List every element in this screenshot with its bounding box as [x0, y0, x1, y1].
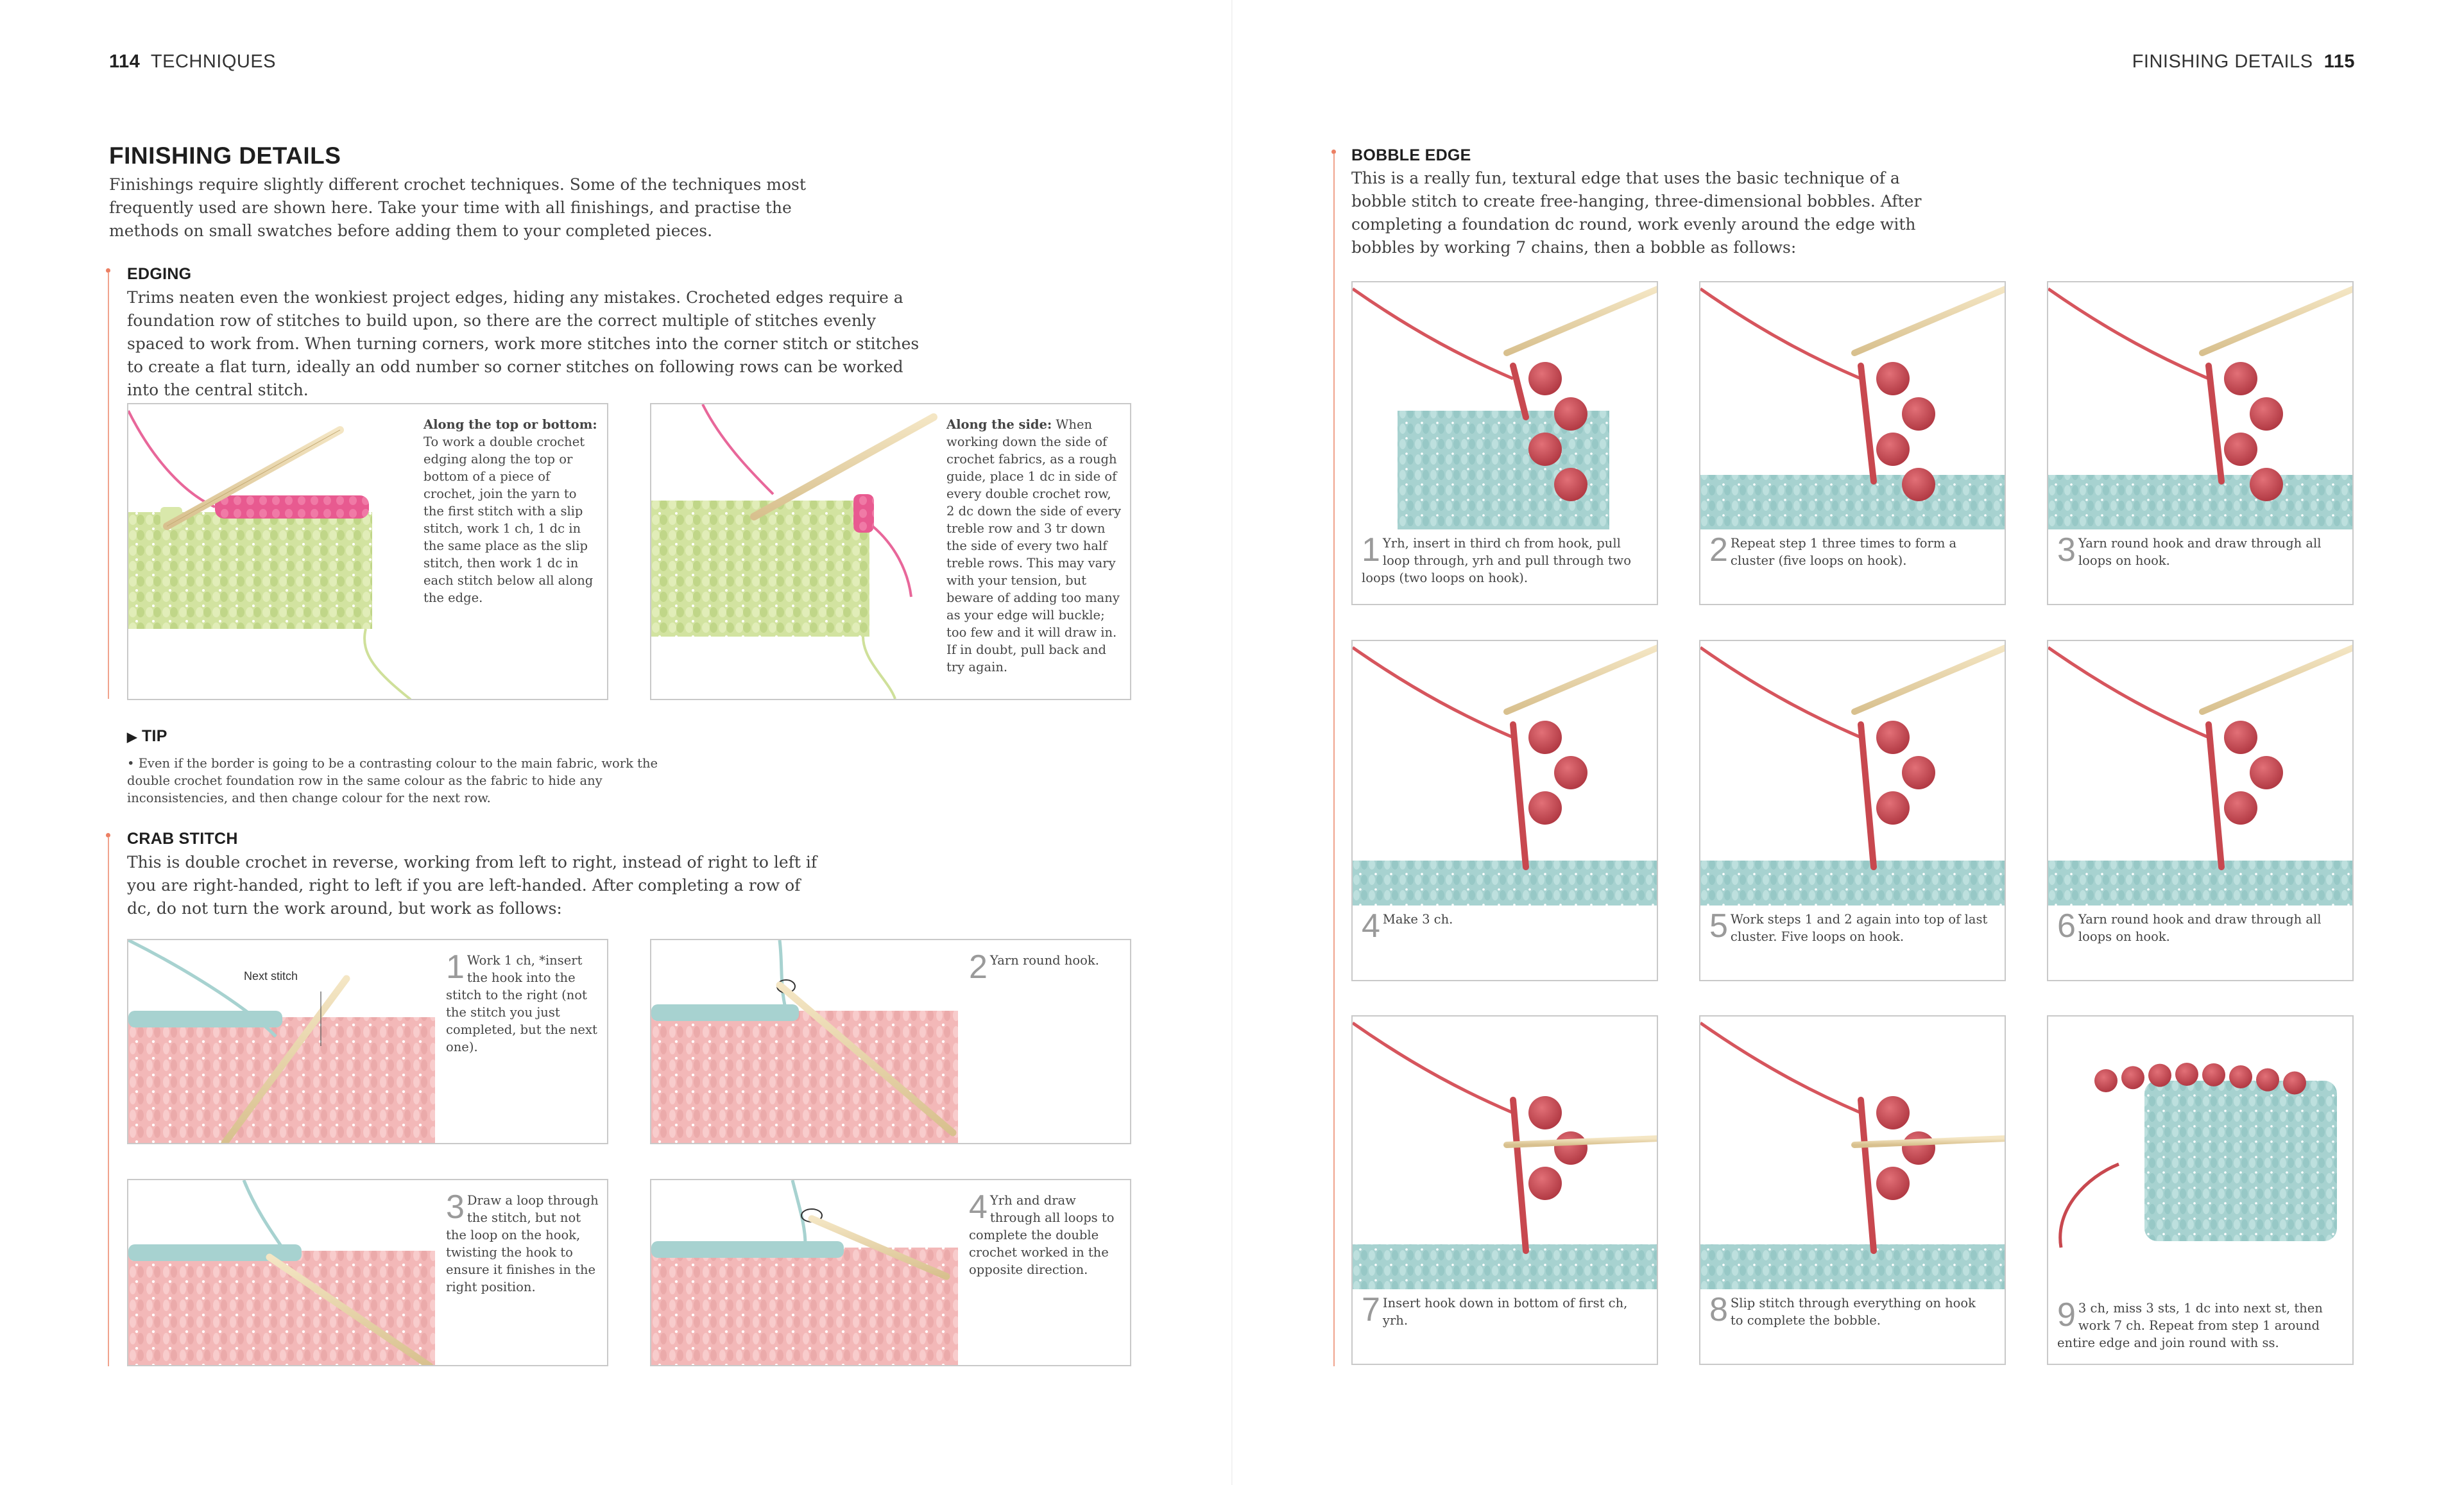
- edging-text: Trims neaten even the wonkiest project edges, hiding any mistakes. Crocheted edges require a foundation row of stitches to build upon, so there are the correct multiple of stitches evenly spaced to work from. When turning corners, work more stitches into the corner stitch or stitches to create a flat turn, ideally an odd number so corner stitches on following rows can be worked into the central stitch.: [127, 288, 920, 399]
- edging-side-caption: [946, 416, 1123, 676]
- bobble-step-3-illustration: [2048, 282, 2354, 529]
- bobble-step-1-text: Yrh, insert in third ch from hook, pull loop through, yrh and pull through two loops (two loops on hook).: [1362, 536, 1631, 585]
- bobble-step-8-text: Slip stitch through everything on hook to complete the bobble.: [1730, 1296, 1976, 1328]
- bobble-text: This is a really fun, textural edge that uses the basic technique of a bobble stitch to create free-hanging, three-dimensional bobbles. After completing a foundation dc round, work evenly around the edge with bobbles by working 7 chains, then a bobble as follows:: [1351, 169, 1922, 257]
- bobble-step-9-caption: [2057, 1296, 2340, 1352]
- bobble-step-8-caption: [1709, 1291, 1992, 1329]
- tip-heading: [127, 727, 167, 746]
- bobble-step-6-illustration: [2048, 641, 2354, 906]
- bobble-step-5-text: Work steps 1 and 2 again into top of last cluster. Five loops on hook.: [1730, 912, 1988, 944]
- edging-top-caption-bold: Along the top or bottom:: [424, 417, 597, 432]
- right-running-header: [2132, 51, 2355, 73]
- crab-step-3-number: 3: [446, 1189, 465, 1226]
- bobble-step-9-illustration: [2048, 1017, 2354, 1294]
- bobble-step-2-text: Repeat step 1 three times to form a cluster (five loops on hook).: [1730, 536, 1957, 568]
- bobble-step-5-number: 5: [1709, 907, 1728, 945]
- bobble-step-8-panel: [1699, 1015, 2006, 1365]
- bobble-step-5-illustration: [1700, 641, 2006, 906]
- edging-top-caption: [424, 416, 600, 606]
- crab-step-2-illustration: [651, 940, 959, 1143]
- edging-side-caption-text: When working down the side of crochet fabrics, as a rough guide, place 1 dc in side of every double crochet row, 2 dc down the side of every treble row and 3 tr down the side of every two half treble rows. This may vary with your tension, but beware of adding too many as your edge will buckle; too few and it will draw in. If in doubt, pull back and try again.: [946, 417, 1122, 674]
- crab-step-2-caption: [969, 949, 1123, 986]
- tip-triangle-icon: ▶: [127, 730, 137, 744]
- bobble-step-8-number: 8: [1709, 1291, 1728, 1328]
- right-page-number: 115: [2323, 51, 2355, 72]
- crab-step-3-text: Draw a loop through the stitch, but not the loop on the hook, twisting the hook to ensure it finishes in the right position.: [446, 1193, 599, 1294]
- bobble-step-6-panel: [2047, 640, 2354, 981]
- bobble-step-5-panel: [1699, 640, 2006, 981]
- edging-accent-rule: [108, 272, 109, 699]
- bobble-step-9-number: 9: [2057, 1296, 2076, 1334]
- bobble-step-3-text: Yarn round hook and draw through all loops on hook.: [2078, 536, 2322, 568]
- bobble-step-2-illustration: [1700, 282, 2006, 529]
- bobble-step-4-illustration: [1353, 641, 1658, 906]
- bobble-step-8-illustration: [1700, 1017, 2006, 1289]
- edging-side-caption-bold: Along the side:: [946, 417, 1052, 432]
- crab-step-2-number: 2: [969, 949, 988, 986]
- crab-step-2-text: Yarn round hook.: [989, 953, 1099, 968]
- edging-side-panel: [650, 403, 1131, 700]
- bobble-step-3-caption: [2057, 531, 2340, 569]
- bobble-step-4-panel: [1351, 640, 1658, 981]
- bobble-step-1-illustration: [1353, 282, 1658, 529]
- edging-top-illustration: [128, 404, 420, 699]
- crab-step-1-caption: [446, 949, 600, 1056]
- bobble-step-3-number: 3: [2057, 531, 2076, 569]
- crab-step-4-text: Yrh and draw through all loops to complete the double crochet worked in the opposite direction.: [969, 1193, 1115, 1277]
- left-running-header: [109, 51, 276, 73]
- bobble-step-4-number: 4: [1362, 907, 1380, 945]
- bobble-step-4-caption: [1362, 907, 1644, 945]
- left-page-number: 114: [109, 51, 141, 72]
- crab-accent-rule: [108, 837, 109, 1366]
- bobble-step-9-panel: [2047, 1015, 2354, 1365]
- bobble-step-1-caption: [1362, 531, 1644, 587]
- crab-step-1-panel: [127, 939, 608, 1144]
- bobble-step-6-number: 6: [2057, 907, 2076, 945]
- crab-step-2-panel: [650, 939, 1131, 1144]
- bobble-step-7-illustration: [1353, 1017, 1658, 1289]
- crab-step-4-illustration: [651, 1180, 959, 1365]
- bobble-step-6-caption: [2057, 907, 2340, 945]
- bobble-step-2-caption: [1709, 531, 1992, 569]
- crab-step-3-caption: [446, 1189, 600, 1296]
- bobble-step-2-panel: [1699, 281, 2006, 605]
- bobble-step-7-panel: [1351, 1015, 1658, 1365]
- edging-side-illustration: [651, 404, 943, 699]
- bobble-step-7-caption: [1362, 1291, 1644, 1329]
- tip-text: • Even if the border is going to be a contrasting colour to the main fabric, work the double crochet foundation row in the same colour as the fabric to hide any inconsistencies, and then change colour for the next row.: [127, 756, 658, 805]
- crab-heading: CRAB STITCH: [127, 830, 238, 848]
- book-gutter: [1231, 0, 1233, 1485]
- crab-step-4-panel: [650, 1179, 1131, 1366]
- bobble-step-4-text: Make 3 ch.: [1382, 912, 1453, 927]
- right-section-name: FINISHING DETAILS: [2132, 51, 2313, 72]
- edging-top-panel: [127, 403, 608, 700]
- crab-step-1-text: Work 1 ch, *insert the hook into the stitch to the right (not the stitch you just completed, but the next one).: [446, 953, 597, 1054]
- edging-top-caption-text: To work a double crochet edging along the top or bottom of a piece of crochet, join the yarn to the first stitch with a slip stitch, work 1 ch, 1 dc in the same place as the slip stitch, then work 1 dc in each stitch below all along the edge.: [424, 434, 594, 605]
- bobble-step-6-text: Yarn round hook and draw through all loops on hook.: [2078, 912, 2322, 944]
- tip-heading-text: TIP: [141, 727, 167, 745]
- bobble-step-7-text: Insert hook down in bottom of first ch, yrh.: [1382, 1296, 1628, 1328]
- page-title: FINISHING DETAILS: [109, 142, 341, 169]
- bobble-step-2-number: 2: [1709, 531, 1728, 569]
- bobble-accent-rule: [1333, 153, 1335, 1366]
- edging-heading: EDGING: [127, 265, 192, 283]
- bobble-step-3-panel: [2047, 281, 2354, 605]
- crab-step-3-illustration: [128, 1180, 436, 1365]
- bobble-step-1-number: 1: [1362, 531, 1380, 569]
- bobble-step-1-panel: [1351, 281, 1658, 605]
- bobble-step-9-text: 3 ch, miss 3 sts, 1 dc into next st, then work 7 ch. Repeat from step 1 around entire edge and join round with ss.: [2057, 1301, 2323, 1350]
- left-section-name: TECHNIQUES: [150, 51, 277, 72]
- crab-step-3-panel: [127, 1179, 608, 1366]
- crab-step-1-number: 1: [446, 949, 465, 986]
- intro-text: Finishings require slightly different crochet techniques. Some of the techniques most frequently used are shown here. Take your time with all finishings, and practise the methods on small swatches before adding them to your completed pieces.: [109, 175, 806, 240]
- next-stitch-label: Next stitch: [244, 970, 298, 983]
- bobble-step-7-number: 7: [1362, 1291, 1380, 1328]
- crab-text: This is double crochet in reverse, working from left to right, instead of right to left if you are right-handed, right to left if you are left-handed. After completing a row of dc, do not turn the work around, but work as follows:: [127, 853, 817, 918]
- crab-step-4-caption: [969, 1189, 1123, 1278]
- bobble-step-5-caption: [1709, 907, 1992, 945]
- bobble-heading: BOBBLE EDGE: [1351, 146, 1471, 164]
- crab-step-4-number: 4: [969, 1189, 988, 1226]
